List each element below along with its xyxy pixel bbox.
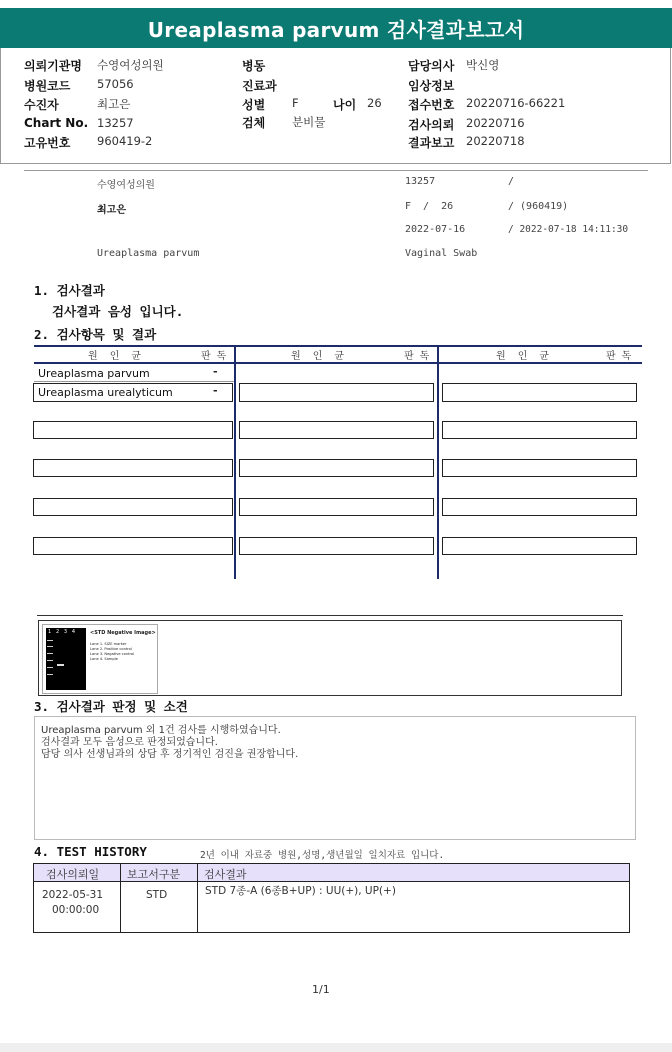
value-sex: F [292,96,299,110]
gel-divider [37,615,623,616]
summary-patient: 최고은 [97,205,126,216]
page-number: 1/1 [312,983,330,996]
section4-heading: 4. TEST HISTORY [34,844,147,859]
section2-heading: 2. 검사항목 및 결과 [34,327,157,342]
col1-pathogen-header: 원 인 균 [88,351,142,362]
result-cell [239,498,434,516]
label-clinical-info: 임상정보 [408,79,455,93]
gel-lanes-image [46,628,86,690]
col3-pathogen-header: 원 인 균 [496,351,550,362]
gel-band [47,646,53,647]
label-age: 나이 [333,98,357,112]
gel-band [47,653,53,654]
label-receipt-no: 접수번호 [408,98,455,112]
history-col-type: 보고서구분 [127,868,181,881]
history-table-header [33,863,630,882]
label-hospital-code: 병원코드 [24,79,71,93]
summary-divider [24,170,648,171]
gel-legend-item: Lane 1. SIZE marker [90,642,127,646]
result-cell [33,537,233,555]
col2-result-header: 판 독 [404,351,430,362]
opinion-line: 담당 의사 선생님과의 상담 후 정기적인 검진을 권장합니다. [41,749,299,760]
history-col-date: 검사의뢰일 [46,868,100,881]
value-chart-no: 13257 [97,116,134,130]
column-separator [437,345,439,579]
value-doctor: 박신영 [466,58,500,72]
history-col-result: 검사결과 [204,868,247,881]
pathogen-name: Ureaplasma urealyticum [38,386,173,399]
pathogen-name: Ureaplasma parvum [38,367,150,380]
history-time: 00:00:00 [52,904,100,916]
result-cell [442,383,637,402]
opinion-line: 검사결과 모두 음성으로 판정되었습니다. [41,737,218,748]
label-doctor: 담당의사 [408,59,455,73]
label-report-date: 결과보고 [408,136,455,150]
result-cell [33,421,233,439]
report-title: Ureaplasma parvum 검사결과보고서 [0,8,672,48]
summary-sex-age: F / 26 [405,201,454,212]
result-cell [239,383,434,402]
label-ward: 병동 [242,59,266,73]
gel-band [47,640,53,641]
result-cell [239,421,434,439]
value-requesting-org: 수영여성의원 [97,58,164,72]
summary-id-part: / (960419) [508,201,569,212]
value-receipt-no: 20220716-66221 [466,96,566,110]
label-specimen: 검체 [242,116,266,130]
value-report-date: 20220718 [466,134,525,148]
column-separator [234,345,236,579]
label-department: 진료과 [242,79,277,93]
result-cell [33,459,233,477]
gel-band [47,667,53,668]
pathogen-result: - [213,365,218,378]
pathogen-result: - [213,384,218,397]
opinion-line: Ureaplasma parvum 외 1건 검사를 시행하였습니다. [41,725,281,736]
gel-lane-numbers: 1 2 3 4 [48,629,76,635]
row-divider [34,381,234,382]
gel-legend-item: Lane 2. Positive control [90,647,132,651]
label-requesting-org: 의뢰기관명 [24,59,82,73]
history-result: STD 7종-A (6종B+UP) : UU(+), UP(+) [205,885,396,897]
summary-hospital: 수영여성의원 [97,180,155,191]
label-sex: 성별 [242,98,266,112]
result-cell [442,421,637,439]
label-request-date: 검사의뢰 [408,118,455,132]
summary-specimen: Vaginal Swab [405,248,478,259]
page-bottom-edge [0,1043,672,1052]
result-cell [442,537,637,555]
label-chart-no: Chart No. [24,116,89,130]
summary-chart: 13257 [405,176,436,187]
label-unique-no: 고유번호 [24,136,71,150]
value-specimen: 분비물 [292,115,326,129]
summary-date-request: 2022-07-16 [405,224,466,235]
gel-legend-item: Lane 4. Sample [90,657,118,661]
col3-result-header: 판 독 [606,351,632,362]
history-type: STD [146,889,168,901]
gel-legend-item: Lane 3. Negative control [90,652,135,656]
section1-heading: 1. 검사결과 [34,283,105,298]
col2-pathogen-header: 원 인 균 [291,351,345,362]
value-age: 26 [367,96,382,110]
value-hospital-code: 57056 [97,77,134,91]
summary-test-name: Ureaplasma parvum [97,248,200,259]
result-cell [33,498,233,516]
gel-band [47,660,53,661]
gel-image-title: <STD Negative Image> [90,630,156,636]
summary-date-report: / 2022-07-18 14:11:30 [508,224,629,235]
label-patient: 수진자 [24,98,59,112]
gel-image [42,624,158,694]
section1-result-text: 검사결과 음성 입니다. [52,304,184,319]
section3-heading: 3. 검사결과 판정 및 소견 [34,699,188,714]
history-note: 2년 이내 자료중 병원,성명,생년월일 일치자료 입니다. [200,850,445,861]
gel-band [57,664,64,666]
summary-slash: / [508,176,515,187]
value-patient: 최고은 [97,97,131,111]
value-unique-no: 960419-2 [97,134,153,148]
result-cell [239,537,434,555]
result-cell [239,459,434,477]
value-request-date: 20220716 [466,116,525,130]
result-cell [442,459,637,477]
col1-result-header: 판 독 [201,351,227,362]
gel-band [47,674,53,675]
history-date: 2022-05-31 [42,889,104,901]
result-cell [442,498,637,516]
